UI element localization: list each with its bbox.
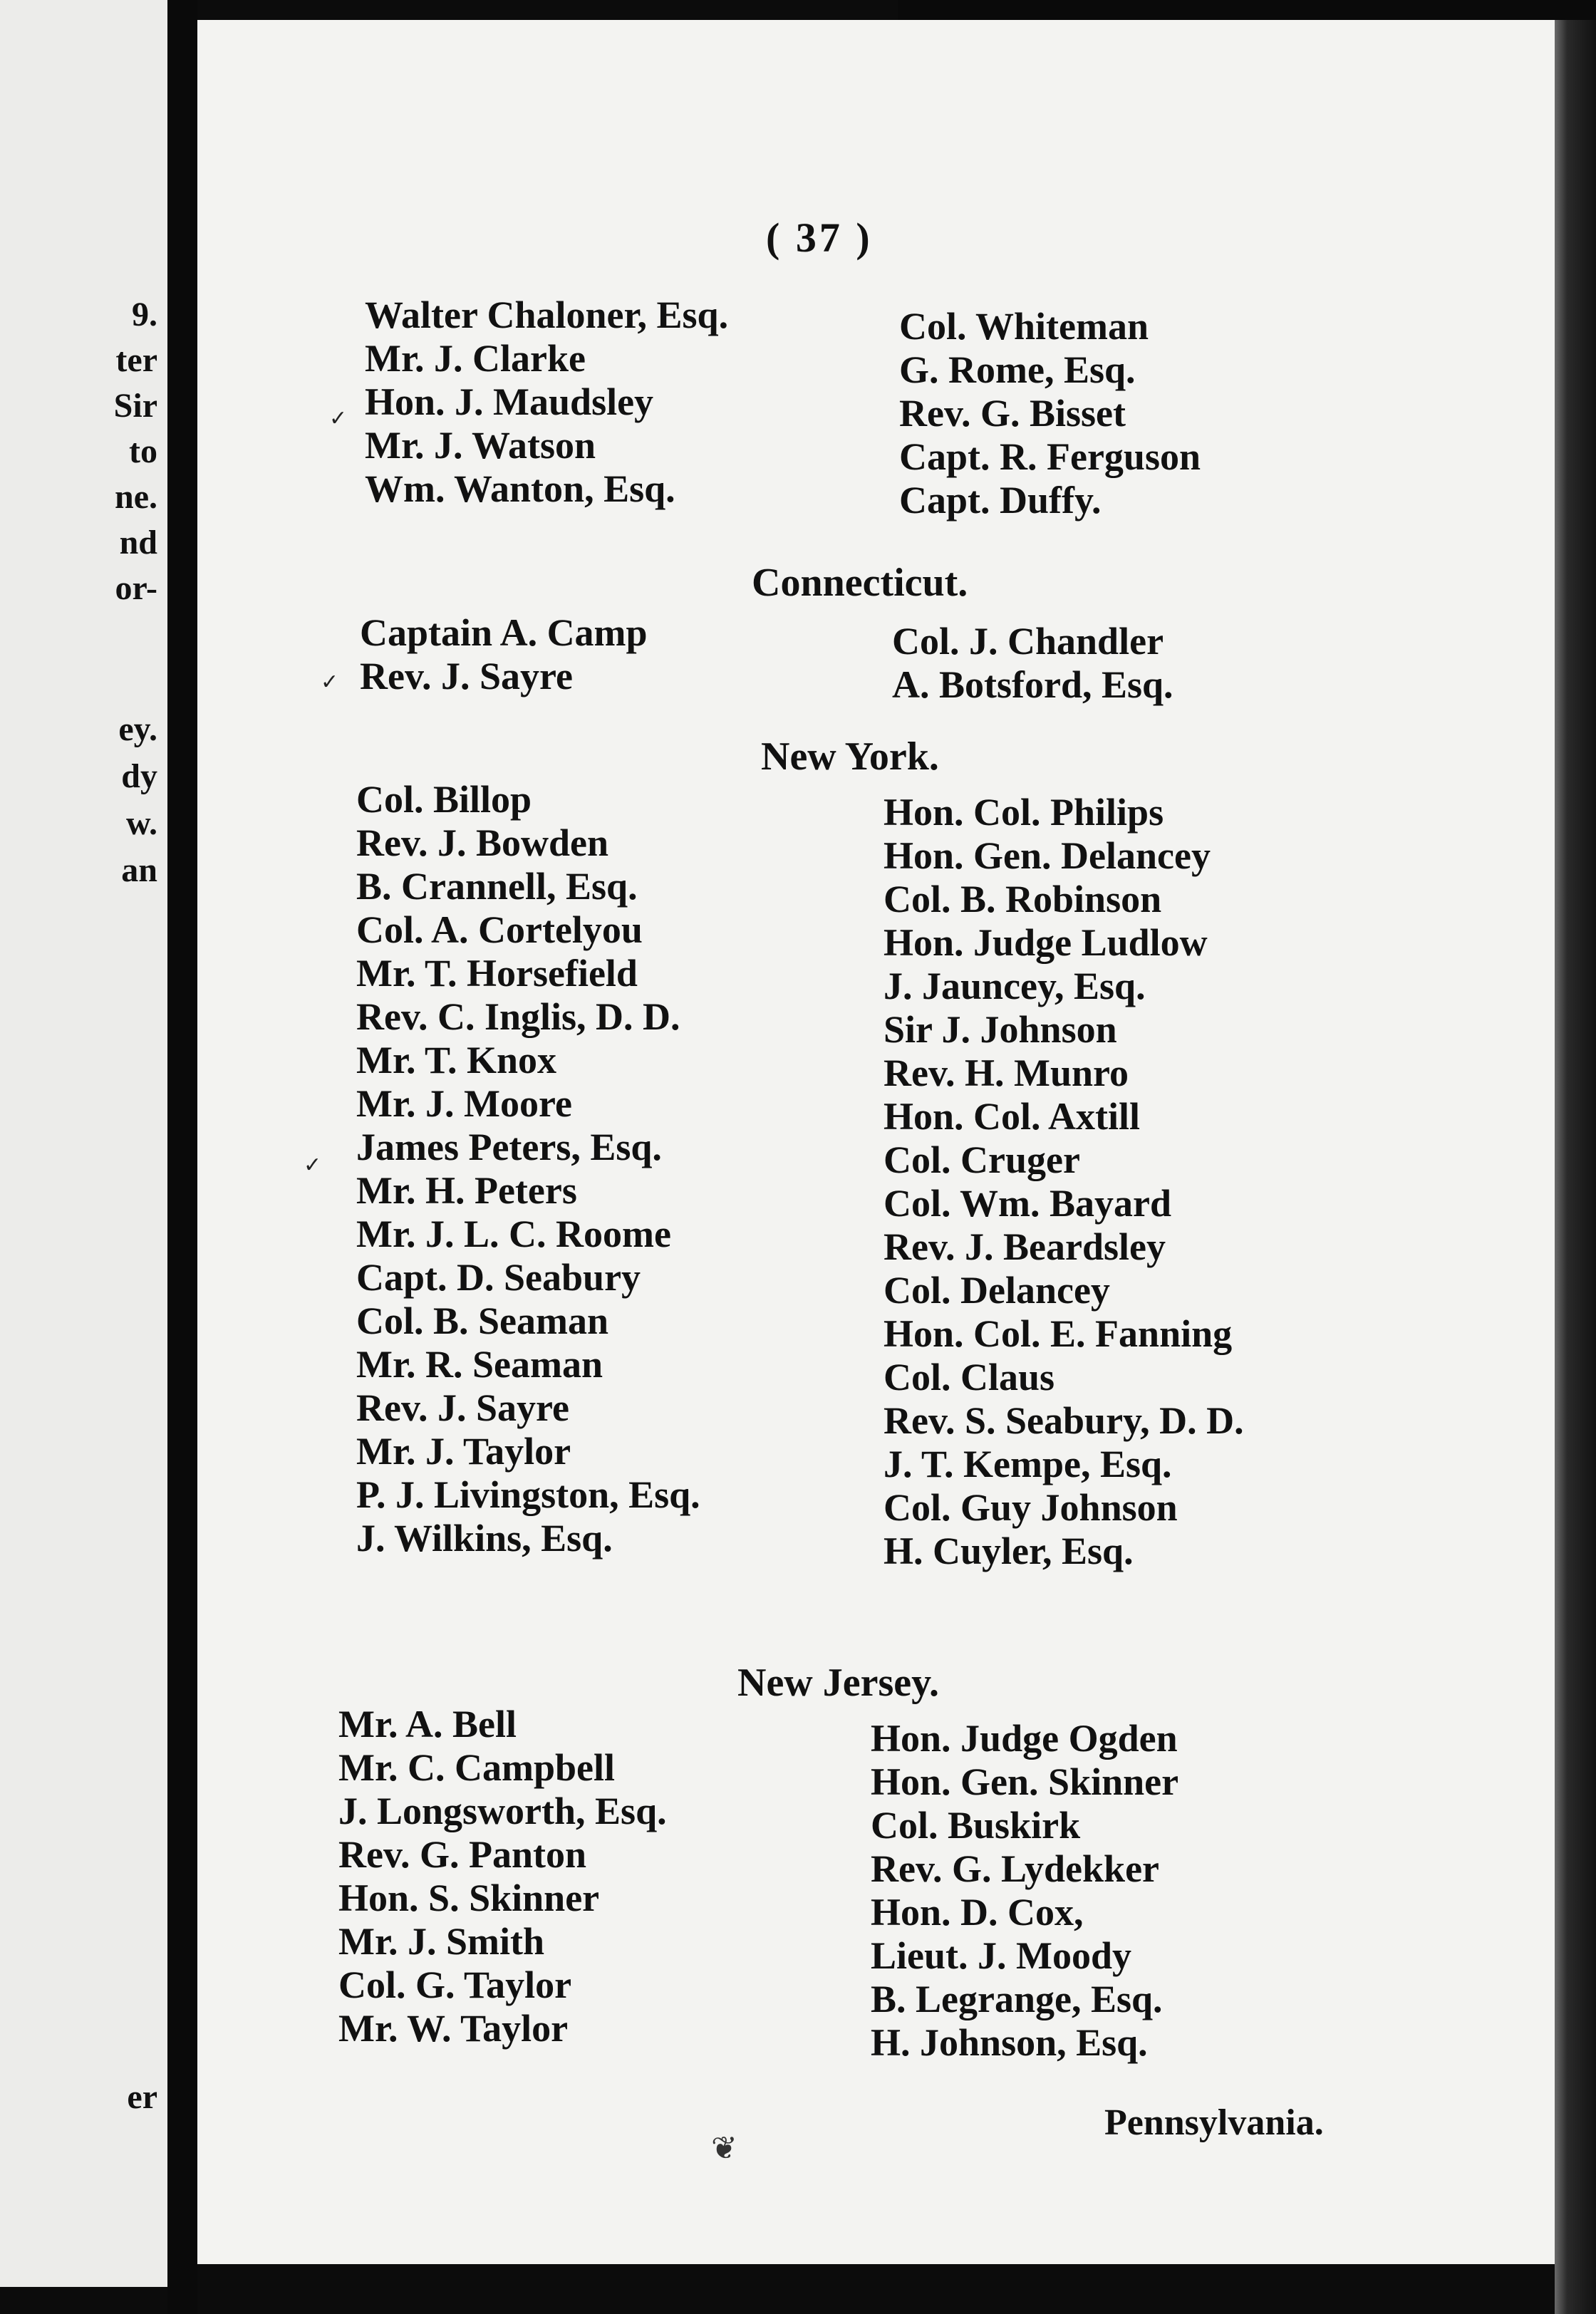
check-mark-icon: ✓ xyxy=(329,407,348,430)
subscriber-name: Hon. Judge Ogden xyxy=(871,1717,1178,1760)
subscriber-name: Rev. J. Bowden xyxy=(356,821,609,864)
subscriber-name: Rev. G. Panton xyxy=(338,1833,587,1876)
subscriber-name: H. Cuyler, Esq. xyxy=(884,1530,1134,1572)
subscriber-name: Sir J. Johnson xyxy=(884,1008,1117,1051)
subscriber-name: Hon. Judge Ludlow xyxy=(884,921,1208,964)
subscriber-name: J. Longsworth, Esq. xyxy=(338,1790,667,1832)
subscriber-name: Mr. J. Moore xyxy=(356,1082,572,1125)
ornament-icon: ❦ xyxy=(711,2131,737,2166)
subscriber-name: Wm. Wanton, Esq. xyxy=(365,467,675,510)
subscriber-name: Col. B. Seaman xyxy=(356,1299,609,1342)
subscriber-name: Rev. J. Sayre xyxy=(356,1386,569,1429)
check-mark-icon: ✓ xyxy=(304,1153,322,1177)
subscriber-name: Col. Wm. Bayard xyxy=(884,1182,1172,1225)
subscriber-name: Captain A. Camp xyxy=(360,611,648,654)
margin-fragment: ey. xyxy=(118,710,157,748)
subscriber-name: Mr. J. L. C. Roome xyxy=(356,1213,671,1255)
subscriber-name: Col. Delancey xyxy=(884,1269,1110,1312)
subscriber-name: Col. A. Cortelyou xyxy=(356,908,643,951)
subscriber-name: Rev. S. Seabury, D. D. xyxy=(884,1399,1244,1442)
margin-fragment: to xyxy=(129,432,157,470)
subscriber-name: Col. Cruger xyxy=(884,1138,1080,1181)
subscriber-name: Capt. D. Seabury xyxy=(356,1256,641,1299)
margin-fragment: ne. xyxy=(115,478,157,516)
subscriber-name: Capt. Duffy. xyxy=(899,479,1102,522)
subscriber-name: B. Crannell, Esq. xyxy=(356,865,638,908)
margin-fragment: w. xyxy=(125,804,157,842)
subscriber-name: H. Johnson, Esq. xyxy=(871,2021,1148,2064)
subscriber-name: Mr. J. Smith xyxy=(338,1920,545,1963)
subscriber-name: Col. Claus xyxy=(884,1356,1055,1399)
subscriber-name: Mr. J. Watson xyxy=(365,424,596,467)
subscriber-name: J. Jauncey, Esq. xyxy=(884,965,1146,1007)
subscriber-list-left xyxy=(356,778,700,1560)
margin-fragment: 9. xyxy=(132,296,157,333)
margin-fragment: Sir xyxy=(113,387,157,425)
subscriber-name: Walter Chaloner, Esq. xyxy=(365,294,729,336)
subscriber-name: Mr. T. Knox xyxy=(356,1039,557,1081)
subscriber-name: Rev. G. Bisset xyxy=(899,392,1126,435)
subscriber-name: J. Wilkins, Esq. xyxy=(356,1517,613,1560)
subscriber-list-right xyxy=(871,1717,1178,2065)
scan-border xyxy=(898,0,1596,21)
subscriber-name: Mr. T. Horsefield xyxy=(356,952,638,995)
subscriber-list-left xyxy=(338,1703,667,2050)
subscriber-name: Mr. A. Bell xyxy=(338,1703,517,1745)
subscriber-name: Col. G. Taylor xyxy=(338,1963,572,2006)
subscriber-name: Hon. J. Maudsley xyxy=(365,380,654,423)
subscriber-name: Col. Buskirk xyxy=(871,1804,1081,1847)
subscriber-name: Col. Billop xyxy=(356,778,532,821)
margin-fragment: er xyxy=(127,2078,157,2116)
subscriber-name: Hon. Col. Axtill xyxy=(884,1095,1141,1138)
subscriber-name: Rev. J. Sayre xyxy=(360,655,573,697)
section-title-new-york: New York. xyxy=(761,735,939,779)
subscriber-name: Mr. J. Taylor xyxy=(356,1430,571,1473)
subscriber-name: Hon. Col. E. Fanning xyxy=(884,1312,1233,1355)
subscriber-name: Mr. W. Taylor xyxy=(338,2007,569,2050)
subscriber-name: Mr. C. Campbell xyxy=(338,1746,615,1789)
subscriber-name: Hon. Gen. Delancey xyxy=(884,834,1211,877)
subscriber-name: A. Botsford, Esq. xyxy=(892,663,1173,706)
page-number: ( 37 ) xyxy=(766,214,873,261)
subscriber-list-left xyxy=(365,294,728,511)
subscriber-name: Rev. C. Inglis, D. D. xyxy=(356,995,680,1038)
subscriber-name: J. T. Kempe, Esq. xyxy=(884,1443,1172,1485)
facing-page-margin-text xyxy=(0,0,167,2287)
subscriber-name: Hon. Col. Philips xyxy=(884,791,1164,834)
subscriber-name: James Peters, Esq. xyxy=(356,1126,662,1168)
subscriber-name: Col. B. Robinson xyxy=(884,878,1162,920)
subscriber-name: Capt. R. Ferguson xyxy=(899,435,1201,478)
subscriber-name: P. J. Livingston, Esq. xyxy=(356,1473,700,1516)
subscriber-name: Lieut. J. Moody xyxy=(871,1934,1132,1977)
subscriber-name: Rev. G. Lydekker xyxy=(871,1847,1160,1890)
subscriber-list-right xyxy=(899,305,1201,522)
margin-fragment: dy xyxy=(121,757,157,795)
check-mark-icon: ✓ xyxy=(321,670,339,694)
subscriber-list-right xyxy=(884,791,1244,1573)
catchword: Pennsylvania. xyxy=(1104,2102,1324,2143)
subscriber-name: Hon. D. Cox, xyxy=(871,1891,1084,1934)
subscriber-name: Mr. R. Seaman xyxy=(356,1343,603,1386)
subscriber-list-left xyxy=(360,611,648,698)
subscriber-name: Rev. H. Munro xyxy=(884,1052,1129,1094)
margin-fragment: ter xyxy=(115,341,157,379)
subscriber-name: Mr. H. Peters xyxy=(356,1169,577,1212)
section-title-new-jersey: New Jersey. xyxy=(737,1661,940,1705)
subscriber-list-right xyxy=(892,620,1173,707)
subscriber-name: Rev. J. Beardsley xyxy=(884,1225,1166,1268)
subscriber-name: Hon. S. Skinner xyxy=(338,1877,600,1919)
subscriber-name: B. Legrange, Esq. xyxy=(871,1978,1163,2020)
margin-fragment: or- xyxy=(115,569,157,607)
subscriber-name: Col. Whiteman xyxy=(899,305,1149,348)
subscriber-name: Col. Guy Johnson xyxy=(884,1486,1178,1529)
subscriber-name: G. Rome, Esq. xyxy=(899,348,1136,391)
page-edge xyxy=(1555,20,1596,2314)
section-title-connecticut: Connecticut. xyxy=(752,561,968,605)
subscriber-name: Col. J. Chandler xyxy=(892,620,1164,663)
subscriber-name: Mr. J. Clarke xyxy=(365,337,586,380)
subscriber-name: Hon. Gen. Skinner xyxy=(871,1760,1179,1803)
margin-fragment: an xyxy=(121,851,157,889)
margin-fragment: nd xyxy=(119,524,157,561)
book-gutter xyxy=(167,0,197,2314)
